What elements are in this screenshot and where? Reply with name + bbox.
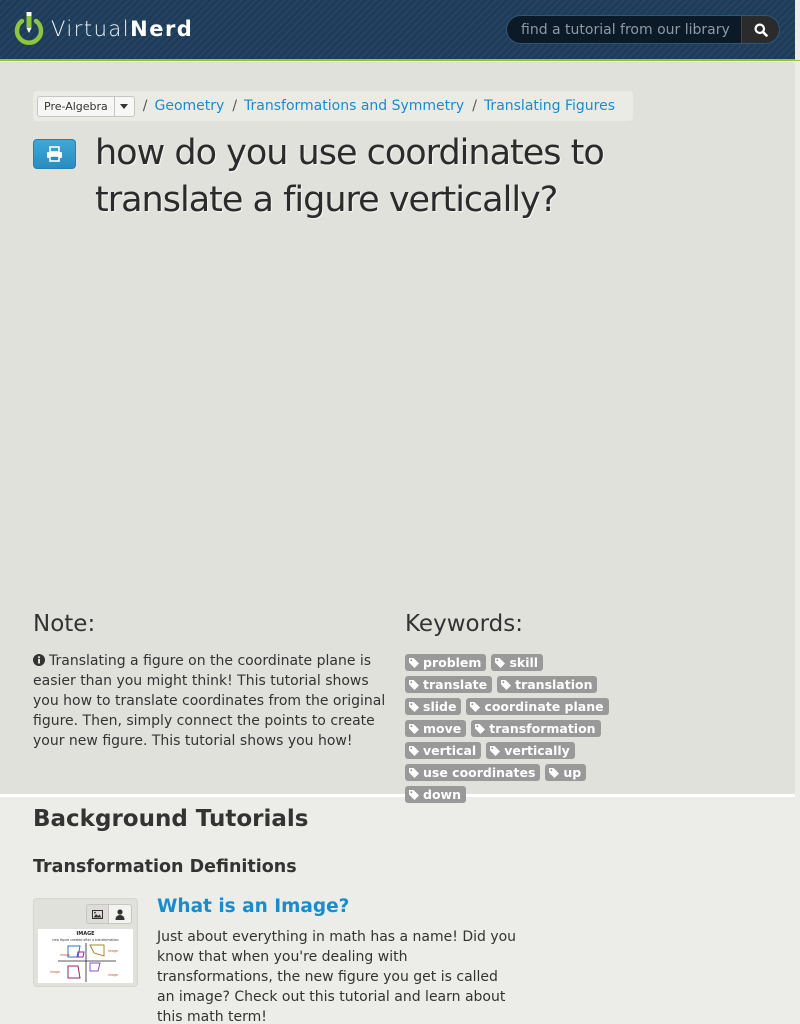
breadcrumb-separator: / (232, 98, 238, 114)
keyword-label: move (423, 721, 462, 736)
subject-select-label: Pre-Algebra (38, 97, 115, 116)
keyword-label: translation (515, 677, 593, 692)
thumbnail-caption: new figure created after a transformation (52, 938, 119, 942)
keyword-tag[interactable] (466, 698, 608, 715)
tag-icon (549, 768, 559, 778)
tutorial-thumbnail-card[interactable] (33, 898, 138, 987)
site-header (0, 0, 795, 61)
note-text (33, 651, 388, 751)
subject-select[interactable] (37, 96, 135, 117)
search-button[interactable] (741, 15, 780, 44)
search-icon (754, 23, 768, 37)
caret-down-icon[interactable] (115, 97, 134, 116)
header-edge (795, 0, 800, 61)
keyword-tag[interactable] (405, 698, 461, 715)
note-heading: Note: (33, 611, 96, 637)
keyword-tag[interactable] (405, 764, 540, 781)
page-edge (795, 62, 800, 1024)
keyword-label: vertical (423, 743, 477, 758)
tag-icon (495, 658, 505, 668)
keyword-tag[interactable] (545, 764, 586, 781)
keyword-tag[interactable] (405, 786, 466, 803)
background-tutorials-heading: Background Tutorials (33, 806, 309, 832)
keyword-label: vertically (504, 743, 570, 758)
keyword-tag[interactable] (497, 676, 597, 693)
picture-icon (92, 910, 103, 919)
keyword-tag[interactable] (405, 654, 486, 671)
keyword-label: down (423, 787, 461, 802)
breadcrumb-separator: / (142, 98, 148, 114)
user-view-button[interactable] (109, 904, 132, 924)
keyword-label: translate (423, 677, 488, 692)
keyword-tags (405, 654, 635, 803)
keywords-heading: Keywords: (405, 611, 523, 637)
search-bar (506, 15, 780, 44)
breadcrumb-separator: / (472, 98, 477, 114)
tag-icon (501, 680, 511, 690)
breadcrumb-translating-figures[interactable]: Translating Figures (483, 98, 616, 114)
section-divider (0, 794, 795, 797)
search-input[interactable] (506, 15, 741, 44)
logo-text-light: Virtual (51, 17, 131, 41)
tutorial-group-heading: Transformation Definitions (33, 857, 297, 877)
breadcrumb-transformations-symmetry[interactable]: Transformations and Symmetry (244, 98, 465, 114)
breadcrumb-geometry[interactable]: Geometry (154, 98, 225, 114)
keyword-tag[interactable] (405, 720, 466, 737)
tutorial-thumbnail-image[interactable] (38, 929, 133, 983)
keyword-label: slide (423, 699, 457, 714)
tutorial-link[interactable]: What is an Image? (157, 896, 350, 917)
tutorial-description: Just about everything in math has a name! Did you know that when you're dealing with transformations, the new figure you get is called an image? Check out this tutorial and learn about this math term! (157, 929, 517, 1024)
power-pencil-icon (13, 11, 45, 47)
thumbnail-label: image (50, 970, 60, 974)
keyword-label: up (563, 765, 582, 780)
page-title: how do you use coordinates to translate a figure vertically? (95, 133, 604, 220)
logo-text (51, 11, 193, 47)
keyword-label: problem (423, 655, 482, 670)
note-body: Translating a figure on the coordinate plane is easier than you might think! This tutorial shows you how to translate coordinates from the original figure. Then, simply connect the points to create your new figure. This tutorial shows you how! (33, 653, 386, 749)
tag-icon (490, 746, 500, 756)
keyword-tag[interactable] (471, 720, 600, 737)
thumbnail-label: image (108, 973, 118, 977)
info-circle-icon (33, 654, 45, 666)
tag-icon (409, 790, 419, 800)
keyword-tag[interactable] (491, 654, 543, 671)
thumbnail-title: IMAGE (76, 931, 95, 937)
tag-icon (475, 724, 485, 734)
tag-icon (409, 724, 419, 734)
keyword-label: transformation (489, 721, 596, 736)
keyword-tag[interactable] (486, 742, 575, 759)
video-player-area[interactable] (33, 240, 633, 590)
tag-icon (409, 702, 419, 712)
tag-icon (409, 658, 419, 668)
tag-icon (409, 768, 419, 778)
thumbnail-label: image (108, 949, 118, 953)
thumbnail-toggle-group (86, 904, 132, 924)
keyword-tag[interactable] (405, 676, 492, 693)
keyword-label: use coordinates (423, 765, 536, 780)
print-button[interactable] (33, 139, 76, 169)
breadcrumb (33, 91, 633, 121)
print-icon (46, 146, 63, 162)
tag-icon (409, 680, 419, 690)
keyword-tag[interactable] (405, 742, 481, 759)
keyword-label: skill (509, 655, 539, 670)
tag-icon (409, 746, 419, 756)
thumbnail-label: image (60, 953, 70, 957)
user-icon (115, 909, 125, 920)
keyword-label: coordinate plane (484, 699, 604, 714)
logo-text-bold: Nerd (130, 17, 194, 41)
virtualnerd-logo[interactable] (13, 11, 193, 47)
tag-icon (470, 702, 480, 712)
picture-view-button[interactable] (86, 904, 109, 924)
